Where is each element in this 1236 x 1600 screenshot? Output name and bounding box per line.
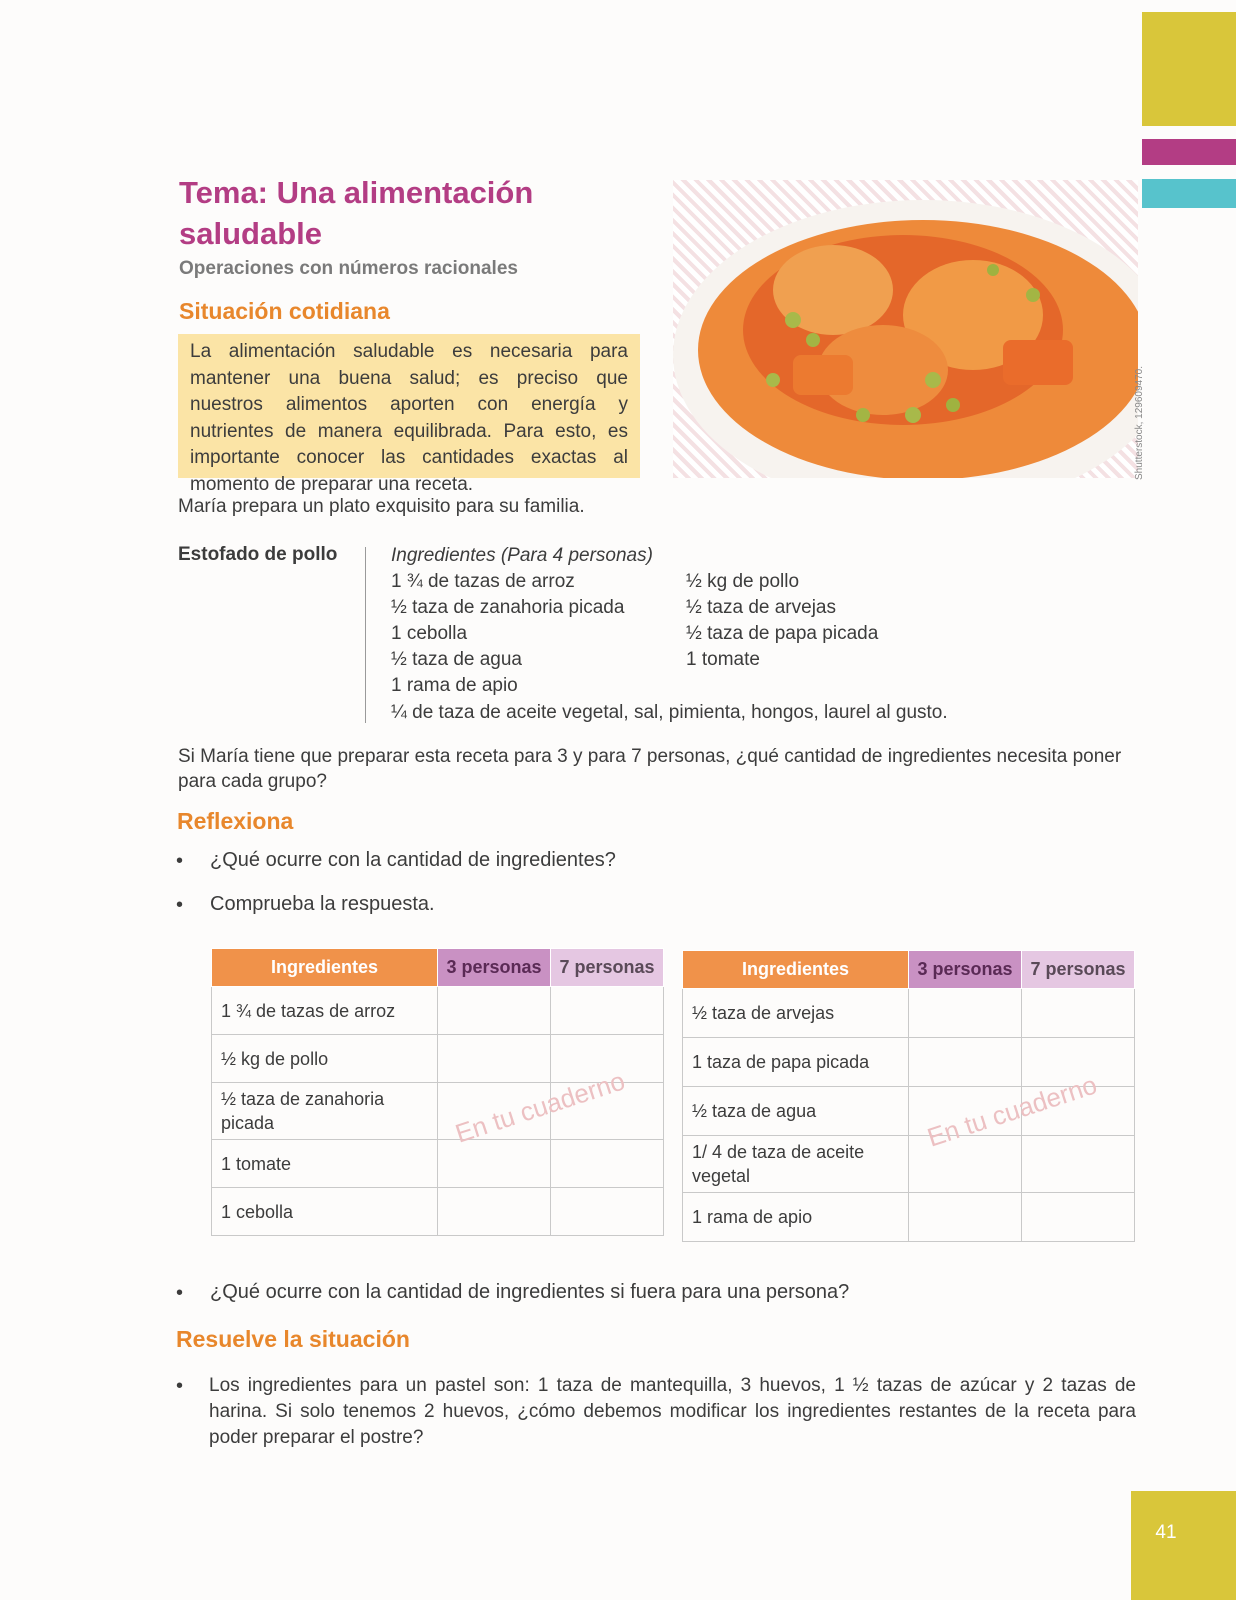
recipe-ingredient: ½ taza de arvejas [686,597,836,618]
ingredient-cell: ½ taza de arvejas [683,989,909,1038]
table-header-7-personas: 7 personas [1022,951,1135,989]
answer-cell-3[interactable] [438,1188,551,1236]
table-row [212,987,664,1035]
situation-box [178,334,640,495]
ingredient-cell: 1 ¾ de tazas de arroz [212,987,438,1035]
answer-cell-3[interactable] [909,1136,1022,1193]
answer-cell-3[interactable] [438,987,551,1035]
intro-text: María prepara un plato exquisito para su familia. [178,496,585,517]
recipe-divider [365,547,366,723]
single-person-question: ¿Qué ocurre con la cantidad de ingredientes si fuera para una persona? [210,1281,850,1303]
page-number: 41 [1155,1522,1177,1543]
photo-credit: Shutterstock, 129609470. [1134,366,1145,480]
recipe-ingredient: 1 cebolla [391,623,468,644]
bullet-marker: • [176,894,184,916]
ingredient-cell: 1 taza de papa picada [683,1038,909,1087]
answer-cell-3[interactable] [909,1038,1022,1087]
table-header-ingredients: Ingredientes [212,949,438,987]
answer-cell-7[interactable] [1022,1136,1135,1193]
ingredient-cell: 1 rama de apio [683,1193,909,1242]
page-number-box [1131,1491,1236,1600]
watermark-left: En tu cuaderno [451,1065,629,1149]
ingredient-cell: ½ taza de zanahoria picada [212,1083,438,1140]
table-header-ingredients: Ingredientes [683,951,909,989]
answer-cell-7[interactable] [1022,989,1135,1038]
reflect-bullet-1: ¿Qué ocurre con la cantidad de ingredientes? [210,849,616,871]
recipe-ingredient: 1 tomate [686,649,760,670]
edge-tab-cyan [1142,179,1236,208]
reflect-bullet-2: Comprueba la respuesta. [210,893,435,915]
bullet-marker: • [176,850,184,872]
solve-text: Los ingredientes para un pastel son: 1 taza de mantequilla, 3 huevos, 1 ½ tazas de azúcar y 2 tazas de harina. Si solo tenemos 2 huevos, ¿cómo debemos modificar los ingredientes restantes de la receta para poder preparar el postre? [209,1375,1136,1448]
answer-cell-3[interactable] [909,989,1022,1038]
recipe-question: Si María tiene que preparar esta receta para 3 y para 7 personas, ¿qué cantidad de ingredientes necesita poner para cada grupo? [178,746,1122,792]
recipe-ingredient: ½ taza de zanahoria picada [391,597,625,618]
table-row [683,1193,1135,1242]
situation-heading: Situación cotidiana [179,298,390,324]
answer-cell-3[interactable] [909,1193,1022,1242]
recipe-ingredient: ½ kg de pollo [686,571,800,592]
watermark-right: En tu cuaderno [923,1069,1101,1153]
ingredient-cell: ½ taza de agua [683,1087,909,1136]
bullet-marker: • [176,1282,184,1304]
ingredient-cell: 1 cebolla [212,1188,438,1236]
table-header-7-personas: 7 personas [551,949,664,987]
answer-cell-7[interactable] [1022,1193,1135,1242]
situation-text: La alimentación saludable es necesaria para mantener una buena salud; es preciso que nuestros alimentos aporten con energía y nutrientes de manera equilibrada. Para esto, es importante conocer las cantidades exactas al momento de preparar una receta. [190,341,628,495]
bullet-marker: • [176,1375,184,1397]
table-row [683,989,1135,1038]
answer-cell-7[interactable] [551,987,664,1035]
answer-cell-3[interactable] [438,1035,551,1083]
answer-cell-3[interactable] [438,1140,551,1188]
edge-tab-magenta [1142,139,1236,165]
reflect-heading: Reflexiona [177,808,294,834]
table-row [212,1140,664,1188]
ingredient-cell: 1 tomate [212,1140,438,1188]
recipe-ingredient: ½ taza de papa picada [686,623,879,644]
recipe-ingredient: 1 rama de apio [391,675,518,696]
food-photo [673,180,1138,478]
recipe-ingredient: 1 ¾ de tazas de arroz [391,571,575,592]
ingredients-heading: Ingredientes (Para 4 personas) [391,545,653,566]
page-subtitle: Operaciones con números racionales [179,258,518,279]
recipe-ingredient: ½ taza de agua [391,649,522,670]
table-row [683,1136,1135,1193]
ingredient-cell: 1/ 4 de taza de aceite vegetal [683,1136,909,1193]
edge-tab-yellow [1142,12,1236,126]
page-title: Tema: Una alimentación saludable [179,175,534,251]
ingredient-cell: ½ kg de pollo [212,1035,438,1083]
recipe-name: Estofado de pollo [178,544,338,565]
table-header-3-personas: 3 personas [438,949,551,987]
stew-plate-image [673,180,1138,478]
solve-heading: Resuelve la situación [176,1326,410,1352]
recipe-last-line: ¼ de taza de aceite vegetal, sal, pimienta, hongos, laurel al gusto. [391,702,948,723]
table-header-3-personas: 3 personas [909,951,1022,989]
answer-cell-7[interactable] [551,1140,664,1188]
answer-cell-7[interactable] [551,1188,664,1236]
table-row [212,1188,664,1236]
